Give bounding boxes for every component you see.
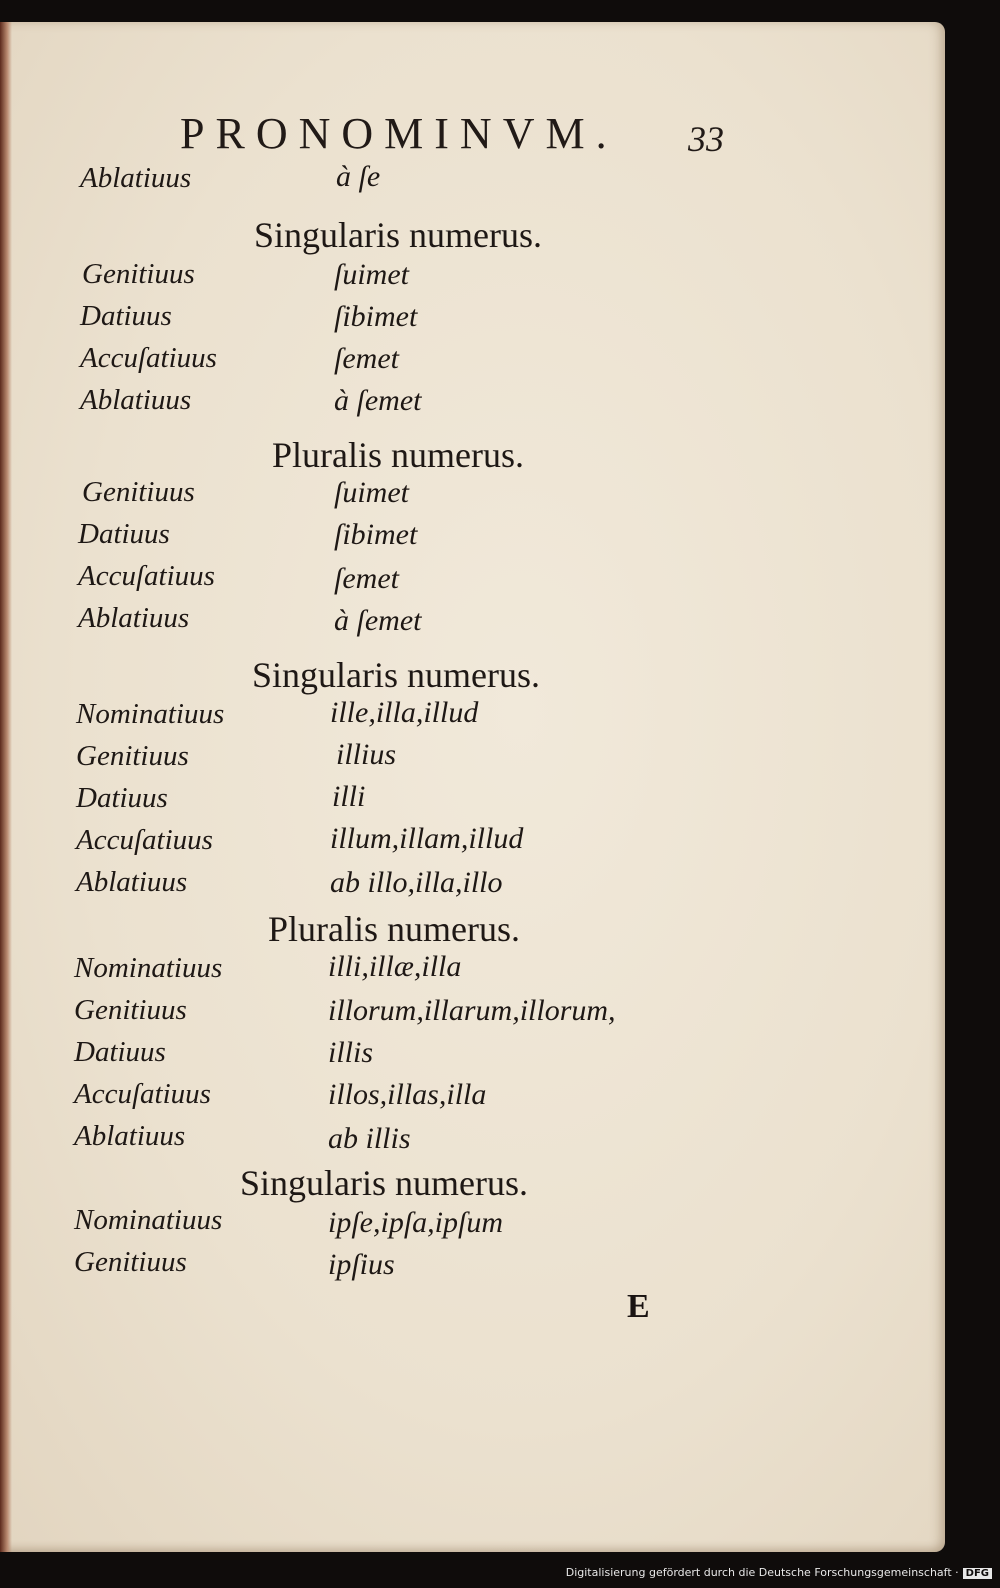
case-label: Nominatiuus <box>74 1204 223 1236</box>
case-label: Accuſatiuus <box>78 560 215 592</box>
section-title: Singularis numerus. <box>240 1163 528 1203</box>
case-label: Genitiuus <box>82 476 195 508</box>
pronoun-form: ipſius <box>328 1248 395 1281</box>
credit-text: Digitalisierung gefördert durch die Deutsche Forschungsgemeinschaft · <box>565 1566 959 1579</box>
pronoun-form: ab illis <box>328 1122 411 1155</box>
case-label: Datiuus <box>76 782 168 814</box>
case-label: Accuſatiuus <box>76 824 213 856</box>
pronoun-form: ſibimet <box>334 518 418 551</box>
case-label: Ablatiuus <box>74 1120 186 1152</box>
pronoun-form: ille,illa,illud <box>330 696 479 729</box>
pronoun-form: ſuimet <box>334 258 409 291</box>
page-edge <box>0 22 12 1552</box>
case-label: Datiuus <box>74 1036 166 1068</box>
pronoun-form: ſuimet <box>334 476 409 509</box>
catchword: E <box>627 1288 650 1325</box>
pronoun-form: illius <box>336 738 397 771</box>
digitization-credit <box>566 1566 992 1579</box>
pronoun-form: ipſe,ipſa,ipſum <box>328 1206 503 1239</box>
case-label: Genitiuus <box>82 258 195 290</box>
case-label: Genitiuus <box>74 1246 187 1278</box>
section-title: Singularis numerus. <box>252 655 540 695</box>
pronoun-form: illi,illæ,illa <box>328 950 462 983</box>
case-label: Accuſatiuus <box>74 1078 211 1110</box>
pronoun-form: illum,illam,illud <box>330 822 524 855</box>
section-title: Singularis numerus. <box>254 215 542 255</box>
dfg-logo: DFG <box>963 1568 992 1579</box>
pronoun-form: à ſe <box>336 160 381 193</box>
case-label: Ablatiuus <box>80 384 192 416</box>
pronoun-form: ab illo,illa,illo <box>330 866 503 899</box>
pronoun-form: illi <box>332 780 366 813</box>
pronoun-form: illorum,illarum,illorum, <box>328 994 616 1027</box>
pronoun-form: ſemet <box>334 562 399 595</box>
case-label: Nominatiuus <box>76 698 225 730</box>
case-label: Datiuus <box>80 300 172 332</box>
pronoun-form: illis <box>328 1036 374 1069</box>
pronoun-form: à ſemet <box>334 604 422 637</box>
page-number: 33 <box>688 119 724 159</box>
case-label: Ablatiuus <box>78 602 190 634</box>
case-label: Datiuus <box>78 518 170 550</box>
case-label: Accuſatiuus <box>80 342 217 374</box>
case-label: Nominatiuus <box>74 952 223 984</box>
pronoun-form: ſemet <box>334 342 399 375</box>
section-title: Pluralis numerus. <box>272 435 524 475</box>
pronoun-form: à ſemet <box>334 384 422 417</box>
pronoun-form: ſibimet <box>334 300 418 333</box>
section-title: Pluralis numerus. <box>268 909 520 949</box>
case-label: Ablatiuus <box>80 162 192 194</box>
case-label: Genitiuus <box>74 994 187 1026</box>
pronoun-form: illos,illas,illa <box>328 1078 487 1111</box>
running-header: PRONOMINVM. <box>180 109 618 158</box>
case-label: Ablatiuus <box>76 866 188 898</box>
case-label: Genitiuus <box>76 740 189 772</box>
